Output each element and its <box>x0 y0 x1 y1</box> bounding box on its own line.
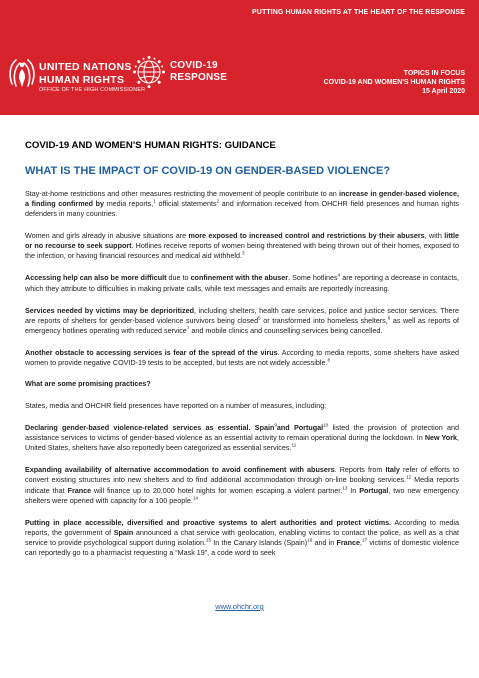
paragraph-1 <box>25 189 459 219</box>
footnote-ref: 9 <box>274 422 277 428</box>
text: In <box>347 485 360 495</box>
text: Media reports indicate that <box>25 475 459 495</box>
footnote-ref: 11 <box>291 442 297 448</box>
bold-text: and Portugal <box>276 423 324 433</box>
text: media reports, <box>104 199 154 209</box>
text: . Hotlines receive reports of women being threatened with being thrown out of their homes, exposed to the infection, or having financial resources and medical aid withheld. <box>25 241 459 261</box>
text: Stay-at-home restrictions and other measures restricting the movement of people contribute to an <box>25 189 339 198</box>
section-heading: WHAT IS THE IMPACT OF COVID-19 ON GENDER-BASED VIOLENCE? <box>25 165 391 177</box>
paragraph-5 <box>25 348 459 368</box>
footnote-ref: 12 <box>406 475 412 481</box>
text: or transformed into homeless shelters, <box>260 315 388 325</box>
text: due to <box>166 273 191 283</box>
bold-text: Another obstacle to accessing services is fear of the spread of the virus <box>25 347 278 357</box>
bold-text: Accessing help can also be more difficult <box>25 273 167 283</box>
paragraph-7: States, media and OHCHR field presences have reported on a number of measures, including: <box>25 401 327 411</box>
text: listed the provision of protection and assistance services to victims of gender-based violence as an essential activity to remain operational during the lockdown. In <box>25 423 459 443</box>
bold-text: Spain <box>113 527 134 537</box>
paragraph-8 <box>25 423 459 453</box>
covid-logo-line-1: COVID-19 <box>170 60 218 71</box>
text: , United States, shelters have also reportedly been categorized as essential services. <box>25 433 459 453</box>
page-header <box>0 0 479 115</box>
covid-logo-line-2: RESPONSE <box>170 72 228 83</box>
paragraph-10 <box>25 518 459 558</box>
topics-subject: COVID-19 AND WOMEN'S HUMAN RIGHTS <box>323 78 465 86</box>
text: . According to media reports, some shelters have asked women to provide negative COVID-19 tests to be accepted, but tests are not widely accessible. <box>25 347 460 367</box>
ohchr-website-link[interactable]: www.ohchr.org <box>215 602 264 611</box>
text: , <box>360 537 363 547</box>
footnote-ref: 2 <box>216 198 220 204</box>
header-tagline: PUTTING HUMAN RIGHTS AT THE HEART OF THE RESPONSE <box>252 9 465 16</box>
bold-text: Services needed by victims may be deprioritized <box>25 305 194 315</box>
bold-text: Expanding availability of alternative accommodation to avoid confinement with abusers <box>25 465 335 475</box>
text: are reporting a decrease in contacts, which they attribute to difficulties in making private calls, while text messages and emails are reportedly increasing. <box>25 273 459 293</box>
paragraph-2 <box>25 231 459 261</box>
text: official statements <box>155 199 217 209</box>
bold-text: New York <box>424 433 457 443</box>
un-logo-text <box>39 62 145 93</box>
covid-globe-icon <box>131 54 167 90</box>
footnote-ref: 3 <box>241 251 245 256</box>
paragraph-4 <box>25 306 459 336</box>
un-human-rights-emblem-icon <box>7 56 37 90</box>
un-logo-line-1: UNITED NATIONS <box>39 61 132 73</box>
text: and information received from OHCHR field presences and human rights defenders in many countries. <box>25 199 459 219</box>
bold-text: more exposed to increased control and restrictions by their abusers <box>188 231 425 241</box>
footnote-ref: 16 <box>307 537 313 543</box>
footnote-ref: 13 <box>342 485 348 491</box>
footnote-ref: 7 <box>186 325 190 331</box>
document-title: COVID-19 AND WOMEN'S HUMAN RIGHTS: GUIDANCE <box>25 140 276 151</box>
paragraph-3 <box>25 273 459 293</box>
covid-logo-text <box>170 61 227 83</box>
footnote-ref: 6 <box>387 315 391 321</box>
footnote-ref: 10 <box>323 422 329 428</box>
footnote-ref: 1 <box>153 198 156 204</box>
text: . Some hotlines <box>288 273 338 283</box>
paragraph-9 <box>25 465 459 505</box>
bold-text: little or no recourse to seek support <box>25 231 459 251</box>
bold-text: increase in gender-based violence, a finding confirmed by <box>25 189 459 209</box>
text: , including shelters, health care services, police and justice sector services. There are reports of shelters for gender-based violence survivors being closed <box>25 305 459 325</box>
bold-text: Portugal <box>359 485 389 495</box>
topics-date: 15 April 2020 <box>422 87 465 95</box>
un-logo-line-3: OFFICE OF THE HIGH COMMISSIONER <box>39 87 146 93</box>
text: , with <box>424 231 445 241</box>
topics-label: TOPICS IN FOCUS <box>403 70 465 77</box>
document-body <box>25 120 459 558</box>
footnote-ref: 17 <box>362 537 368 543</box>
bold-text: confinement with the abuser <box>190 273 289 283</box>
bold-text: Italy <box>385 465 400 475</box>
text: . Reports from <box>334 465 386 475</box>
footnote-ref: 5 <box>258 315 261 321</box>
text: will finance up to 20,000 hotel nights for women escaping a violent partner. <box>91 485 343 495</box>
text: In the Canary Islands (Spain) <box>211 537 308 547</box>
text: announced a chat service with geolocation, enabling victims to contact the police, as well as a chat service to provide psychological support during isolation. <box>25 527 460 547</box>
text: as well as reports of emergency hotlines operating with reduced service <box>25 315 459 335</box>
text: Women and girls already in abusive situations are <box>25 231 189 241</box>
topics-in-focus <box>324 70 465 96</box>
footnote-ref: 8 <box>327 357 330 363</box>
bold-text: Putting in place accessible, diversified and proactive systems to alert authorities and protect victims. <box>25 517 392 527</box>
text: victims of domestic violence can reportedly go to a pharmacist requesting a “Mask 19”, a code word to seek <box>25 537 459 557</box>
text: and in <box>312 537 337 547</box>
text: and mobile clinics and counselling services being cancelled. <box>189 325 383 335</box>
un-logo-line-2: HUMAN RIGHTS <box>39 73 125 86</box>
text: According to media reports, the government of <box>25 517 459 537</box>
footnote-ref: 14 <box>192 495 198 501</box>
bold-text: France <box>336 537 361 547</box>
text: , two new emergency shelters were opened with capacity for a 100 people. <box>25 485 459 505</box>
promising-practices-subheading: What are some promising practices? <box>25 379 151 389</box>
text: refer of efforts to convert existing structures into new shelters and to find additional accommodation through on-line booking services. <box>25 465 459 485</box>
bold-text: Declaring gender-based violence-related services as essential. Spain <box>25 423 275 433</box>
footnote-ref: 4 <box>337 273 341 279</box>
footnote-ref: 15 <box>205 537 212 543</box>
bold-text: France <box>67 485 92 495</box>
